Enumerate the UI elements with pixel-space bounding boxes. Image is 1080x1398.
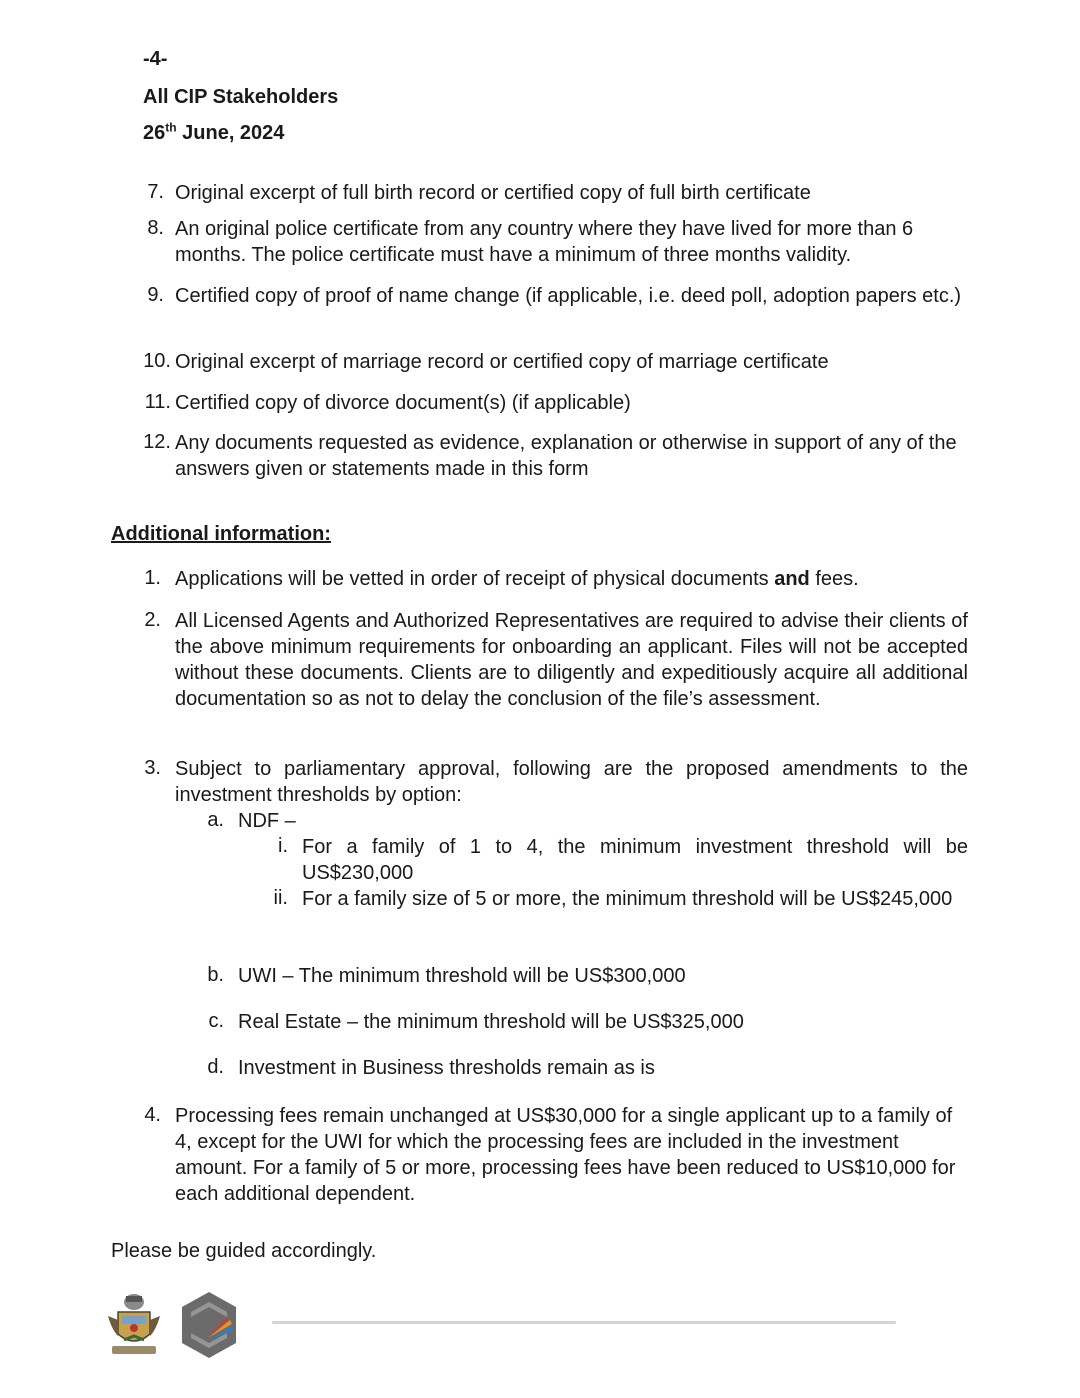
list-item-text: Subject to parliamentary approval, following are the proposed amendments to the investment thresholds by option: <box>175 758 968 806</box>
list-item-text: Any documents requested as evidence, explanation or otherwise in support of any of the answers given or statements made in this form <box>175 432 957 480</box>
list-item-text: An original police certificate from any country where they have lived for more than 6 months. The police certificate must have a minimum of three months validity. <box>175 218 914 266</box>
recipient-line: All CIP Stakeholders <box>143 86 339 108</box>
list-item-number: 4. <box>144 1104 161 1126</box>
list-item-text: Processing fees remain unchanged at US$30,000 for a single applicant up to a family of 4, except for the UWI for which the processing fees are included in the investment amount. For a family of 5 or more, processing fees have been reduced to US$10,000 for each additional dependent. <box>175 1105 956 1205</box>
roman-item-text: For a family size of 5 or more, the minimum threshold will be US$245,000 <box>302 888 953 910</box>
cip-unit-logo <box>178 1290 240 1360</box>
text-run: Applications will be vetted in order of receipt of physical documents <box>175 568 775 590</box>
list-item-number: 11. <box>144 391 171 413</box>
list-item-number: 2. <box>144 609 161 631</box>
list-item-number: 12. <box>143 431 171 453</box>
list-item-number: 8. <box>147 217 164 239</box>
section-title: Additional information: <box>111 523 331 545</box>
list-item-text: Certified copy of divorce document(s) (if applicable) <box>175 392 631 414</box>
bold-run: and <box>774 568 810 590</box>
closing-line: Please be guided accordingly. <box>111 1240 377 1262</box>
list-item-number: 10. <box>143 350 171 372</box>
sub-item-letter: d. <box>207 1056 224 1078</box>
list-item-number: 1. <box>144 567 161 589</box>
date-suffix: th <box>165 120 177 135</box>
date-day: 26 <box>143 122 166 144</box>
list-item-text: Original excerpt of marriage record or certified copy of marriage certificate <box>175 351 829 373</box>
sub-item-letter: c. <box>208 1010 224 1032</box>
sub-item-letter: b. <box>207 964 224 986</box>
text-run: fees. <box>809 568 859 590</box>
page-number: -4- <box>143 48 168 70</box>
list-item-text: All Licensed Agents and Authorized Representatives are required to advise their clients of the above minimum requirements for onboarding an applicant. Files will not be accepted without these documents. Clients are to diligently and expeditiously acquire all additional documentation so as not to delay the conclusion of the file’s assessment. <box>175 610 968 710</box>
date-rest: June, 2024 <box>176 122 285 144</box>
list-item-text: Certified copy of proof of name change (if applicable, i.e. deed poll, adoption papers etc.) <box>175 285 962 307</box>
sub-item-text: NDF – <box>238 810 296 832</box>
list-item-text <box>175 566 968 592</box>
list-item-number: 9. <box>147 284 164 306</box>
list-item-number: 3. <box>144 757 161 779</box>
roman-item-text: For a family of 1 to 4, the minimum investment threshold will be US$230,000 <box>302 836 968 884</box>
roman-item-number: ii. <box>273 887 288 909</box>
coat-of-arms-logo <box>104 1290 164 1360</box>
list-item-text: Original excerpt of full birth record or certified copy of full birth certificate <box>175 182 811 204</box>
sub-item-text: Investment in Business thresholds remain as is <box>238 1057 655 1079</box>
sub-item-text: Real Estate – the minimum threshold will be US$325,000 <box>238 1011 744 1033</box>
coat-of-arms-icon <box>104 1290 164 1360</box>
sub-item-text: UWI – The minimum threshold will be US$300,000 <box>238 965 686 987</box>
date-line <box>143 122 284 145</box>
footer-divider <box>272 1321 896 1324</box>
sub-item-letter: a. <box>207 809 224 831</box>
cip-logo-icon <box>178 1290 240 1360</box>
roman-item-number: i. <box>278 835 288 857</box>
list-item-number: 7. <box>147 181 164 203</box>
